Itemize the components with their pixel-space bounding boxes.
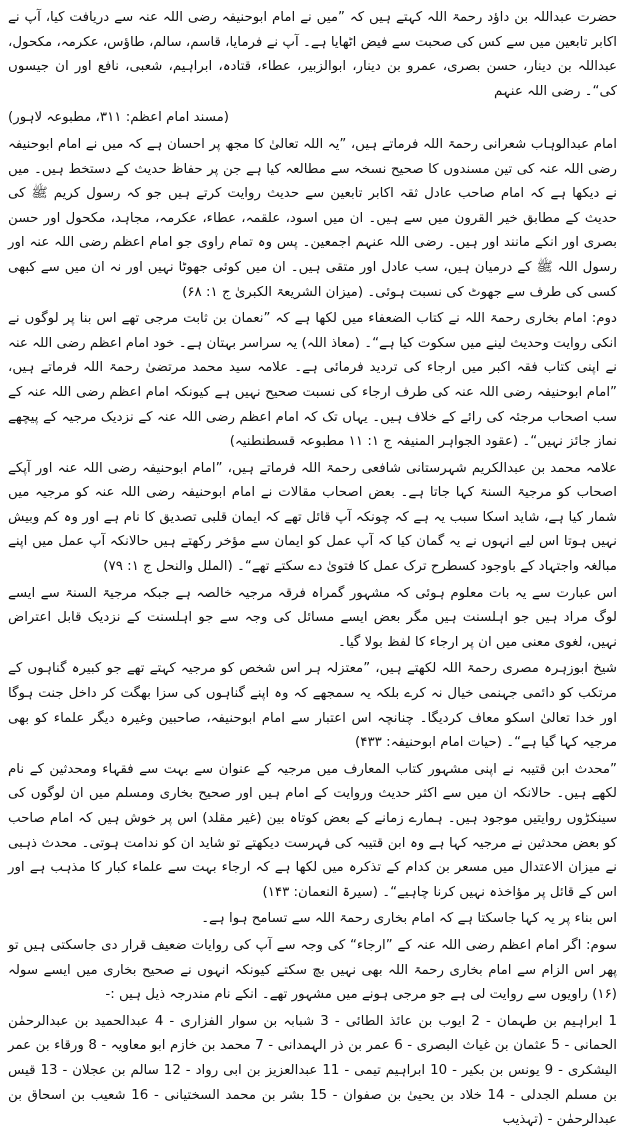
paragraph-conclusion-murjia: اس عبارت سے یہ بات معلوم ہوئی کہ مشہور گمراہ فرقہ مرجیہ خالصہ ہے جبکہ مرجیۃ السنۃ سے ایسے لوگ مراد ہیں جو اہلسنت ہیں مگر بعض ایسے مسائل کی وجہ سے جو اہلسنت کے نزدیک قابل اعتراض نہیں، لغوی معنی میں ان پر ارجاء کا لفظ بولا گیا۔ [8, 585, 617, 650]
paragraph-third: سوم: اگر امام اعظم رضی اللہ عنہ کے ”ارجاء“ کی وجہ سے آپ کی روایات ضعیف قرار دی جاسکتی ہیں تو پھر اس الزام سے امام بخاری رحمۃ اللہ بھی نہیں بچ سکتے کیونکہ انہوں نے صحیح بخاری میں ایسے سولہ (۱۶) راویوں سے روایت لی ہے جو مرجی ہونے میں مشہور تھے۔ انکے نام مندرجہ ذیل ہیں :- [8, 937, 617, 1003]
paragraph-shahrastani: علامہ محمد بن عبدالکریم شہرستانی شافعی رحمۃ اللہ فرماتے ہیں، ”امام ابوحنیفہ رضی اللہ عنہ اور آپکے اصحاب کو مرجیۃ السنۃ کہا جاتا ہے۔ بعض اصحاب مقالات نے امام ابوحنیفہ رضی اللہ عنہ کو مرجیہ میں شمار کیا ہے، شاید اسکا سبب یہ ہے کہ چونکہ آپ قائل تھے کہ ایمان قلبی تصدیق کا نام ہے اور وہ کم وبیش نہیں ہوتا اس لیے انہوں نے یہ گمان کیا کہ آپ عمل کو ایمان سے مؤخر رکھتے ہیں حالانکہ آپ عمل میں اپنے مبالغہ واجتہاد کے باوجود کسطرح ترک عمل کا فتویٰ دے سکتے تھے“۔ (الملل والنحل ج ۱: ۷۹) [8, 460, 617, 575]
paragraph-shaarani: امام عبدالوہاب شعرانی رحمۃ اللہ فرماتے ہیں، ”یہ اللہ تعالیٰ کا مجھ پر احسان ہے کہ میں نے امام ابوحنیفہ رضی اللہ عنہ کی تین مسندوں کا صحیح نسخہ سے مطالعہ کیا ہے جن پر حفاظ حدیث کے دستخط ہیں۔ میں نے دیکھا ہے کہ امام صاحب عادل ثقہ اکابر تابعین سے حدیث روایت کرتے ہیں جو کہ رسول کریم ﷺ کی حدیث کے مطابق خیر القرون میں سے ہیں۔ ان میں اسود، علقمہ، عطاء، عکرمہ، مجاہد، مکحول اور حسن بصری اور انکے مانند اور ہیں۔ رضی اللہ عنہم اجمعین۔ پس وہ تمام راوی جو امام اعظم رضی اللہ عنہ اور رسول اللہ ﷺ کے درمیان ہیں، سب عادل اور متقی ہیں۔ ان میں کوئی جھوٹا نہیں اور نہ ان میں سے کبھی کسی کی طرف سے جھوٹ کی نسبت ہوئی۔ (میزان الشریعۃ الکبریٰ ج ۱: ۶۸) [8, 136, 617, 300]
paragraph-abu-zahra: شیخ ابوزہرہ مصری رحمۃ اللہ لکھتے ہیں، ”معتزلہ ہر اس شخص کو مرجیہ کہتے تھے جو کبیرہ گناہوں کے مرتکب کو دائمی جہنمی خیال نہ کرے بلکہ یہ سمجھے کہ وہ اپنے گناہوں کی سزا بھگت کر داخل جنت ہوگا اور خدا تعالیٰ اسکو معاف کردیگا۔ چنانچہ اس اعتبار سے امام ابوحنیفہ، صاحبین وغیرہ دیگر علماء کو بھی مرجیہ کہا گیا ہے“۔ (حیات امام ابوحنیفہ: ۴۳۳) [8, 661, 617, 751]
list-narrators: 1 ابراہیم بن طہمان - 2 ایوب بن عائذ الطائی - 3 شبابہ بن سوار الفزاری - 4 عبدالحمید بن عبدالرحمٰن الحمانی - 5 عثمان بن غیاث البصری - 6 عمر بن ذر الہمدانی - 7 محمد بن خازم ابو معاویہ - 8 ورقاء بن عمر الیشکری - 9 یونس بن بکیر - 10 ابراہیم تیمی - 11 عبدالعزیز بن ابی رواد - 12 سالم بن عجلان - 13 قیس بن مسلم الجدلی - 14 خلاد بن یحییٰ بن صفوان - 15 بشر بن محمد السختیانی - 16 شعیب بن اسحاق بن عبدالرحمٰن - (تہذیب [8, 1013, 617, 1128]
paragraph-abdullah-bin-dawood: حضرت عبداللہ بن داؤد رحمۃ اللہ کہتے ہیں کہ ”میں نے امام ابوحنیفہ رضی اللہ عنہ سے دریافت کیا، آپ نے اکابر تابعین میں سے کس کی صحبت سے فیض اٹھایا ہے۔ آپ نے فرمایا، قاسم، سالم، طاؤس، عکرمہ، مکحول، عبداللہ بن دینار، حسن بصری، عمرو بن دینار، ابوالزبیر، عطاء، قتادہ، ابراہیم، شعبی، نافع اور ان جیسوں کی“۔ رضی اللہ عنہم [8, 10, 617, 99]
citation-musnad: (مسند امام اعظم: ۳۱۱، مطبوعہ لاہور) [8, 110, 230, 126]
paragraph-second-bukhari: دوم: امام بخاری رحمۃ اللہ نے کتاب الضعفاء میں لکھا ہے کہ ”نعمان بن ثابت مرجی تھے اس بنا پر لوگوں نے انکی روایت وحدیث لینے میں سکوت کیا ہے“۔ (معاذ اللہ) یہ سراسر بہتان ہے۔ خود امام اعظم رضی اللہ عنہ نے اپنی کتاب فقہ اکبر میں ارجاء کی تردید فرمائی ہے۔ علامہ سید محمد مرتضیٰ رحمۃ اللہ فرماتے ہیں، ”امام ابوحنیفہ رضی اللہ عنہ کی طرف ارجاء کی نسبت صحیح نہیں ہے کیونکہ امام اعظم رضی اللہ عنہ کے سب اصحاب مرجئہ کی رائے کے خلاف ہیں۔ یہاں تک کہ امام اعظم رضی اللہ عنہ کے نزدیک مرجیہ کے پیچھے نماز جائز نہیں“۔ (عقود الجواہر المنیفہ ج ۱: ۱۱ مطبوعہ قسطنطنیہ) [8, 311, 617, 450]
paragraph-tasamuh: اس بناء پر یہ کہا جاسکتا ہے کہ امام بخاری رحمۃ اللہ سے تسامح ہوا ہے۔ [201, 911, 617, 927]
paragraph-ibn-qutaiba: ”محدث ابن قتیبہ نے اپنی مشہور کتاب المعارف میں مرجیہ کے عنوان سے بہت سے فقہاء ومحدثین کے نام لکھے ہیں۔ حالانکہ ان میں سے اکثر حدیث وروایت کے امام ہیں اور صحیح بخاری ومسلم میں ان لوگوں کی سینکڑوں روایتیں موجود ہیں۔ ہمارے زمانے کے بعض کوتاہ بین (غیر مقلد) اس پر خوش ہیں کہ امام صاحب کو بعض محدثین نے مرجیہ کہا ہے وہ ابن قتیبہ کی فہرست دیکھتے تو شاید ان کو ندامت ہوتی۔ محدث ذہبی نے میزان الاعتدال میں مسعر بن کدام کے تذکرہ میں لکھا ہے کہ ارجاء بہت سے علماء کبار کا مذہب ہے اور اس کے قائل پر مؤاخذہ نہیں کرنا چاہیے“۔ (سیرۃ النعمان: ۱۴۳) [8, 761, 618, 900]
